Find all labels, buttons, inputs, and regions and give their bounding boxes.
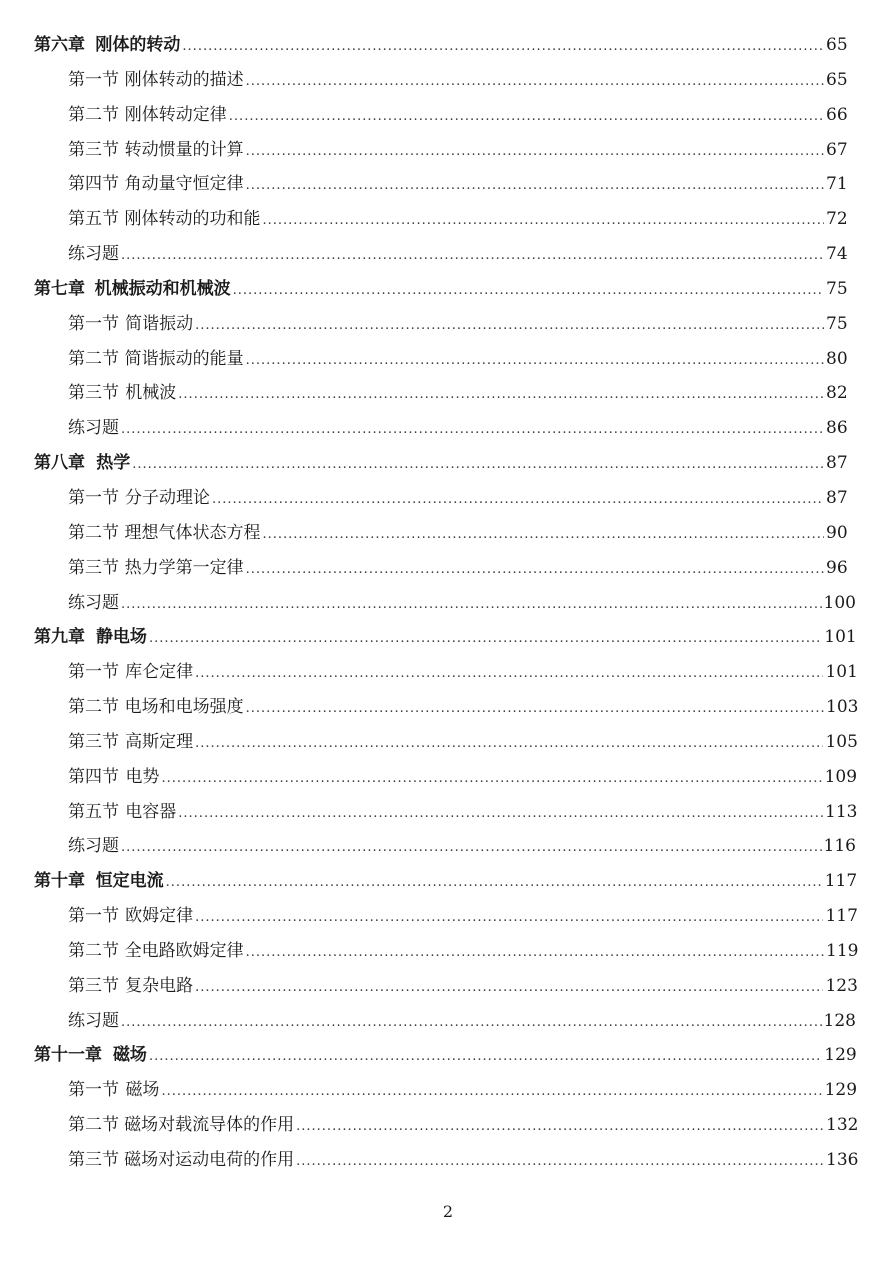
toc-section-row[interactable] xyxy=(34,133,848,168)
toc-entry-title: 高斯定理 xyxy=(125,731,194,752)
dot-leader xyxy=(195,657,823,692)
toc-entry-title: 刚体转动的功和能 xyxy=(124,209,261,230)
toc-entry-number: 第一节 xyxy=(68,1080,119,1101)
toc-entry-number: 第四节 xyxy=(68,766,119,787)
toc-entry-title: 恒定电流 xyxy=(95,871,164,892)
toc-entry-number: 第五节 xyxy=(68,209,119,230)
toc-section-row[interactable] xyxy=(34,376,848,411)
dot-leader xyxy=(229,100,824,135)
toc-page-number: 117 xyxy=(824,871,858,892)
toc-entry-number: 第十章 xyxy=(34,871,85,892)
toc-entry-title: 转动惯量的计算 xyxy=(124,139,244,160)
toc-entry-title: 热学 xyxy=(96,453,131,474)
toc-page-number: 119 xyxy=(826,940,859,961)
toc-page-number: 101 xyxy=(825,662,858,683)
toc-entry-title: 刚体转动定律 xyxy=(124,104,227,125)
toc-page-number: 90 xyxy=(826,522,848,543)
toc-page-number: 109 xyxy=(824,766,858,787)
dot-leader xyxy=(296,1145,824,1180)
toc-section-row[interactable] xyxy=(34,481,848,516)
toc-section-row[interactable] xyxy=(34,1073,858,1108)
dot-leader xyxy=(178,797,823,832)
toc-entry-title: 刚体的转动 xyxy=(95,35,181,55)
dot-leader xyxy=(121,588,822,623)
toc-entry-title: 电势 xyxy=(125,766,160,787)
dot-leader xyxy=(149,1040,822,1075)
toc-entry-title: 练习题 xyxy=(68,1010,119,1031)
toc-chapter-row[interactable] xyxy=(34,446,848,481)
toc-entry-title: 角动量守恒定律 xyxy=(124,174,244,195)
dot-leader xyxy=(161,1075,822,1110)
toc-entry-number: 第六章 xyxy=(34,35,85,55)
toc-entry-title: 分子动理论 xyxy=(124,487,210,508)
dot-leader xyxy=(195,971,823,1006)
toc-page-number: 132 xyxy=(826,1115,859,1136)
dot-leader xyxy=(212,483,824,518)
dot-leader xyxy=(149,622,822,657)
toc-entry-title: 刚体转动的描述 xyxy=(124,69,244,90)
dot-leader xyxy=(246,169,824,204)
toc-section-row[interactable] xyxy=(34,202,848,237)
dot-leader xyxy=(121,1006,822,1041)
dot-leader xyxy=(195,901,823,936)
toc-entry-title: 电容器 xyxy=(125,801,177,822)
toc-page-number: 113 xyxy=(825,801,858,822)
toc-page-number: 65 xyxy=(826,35,848,55)
toc-chapter-row[interactable] xyxy=(34,620,857,655)
dot-leader xyxy=(246,65,824,100)
page-number: 2 xyxy=(442,1202,454,1221)
toc-section-row[interactable] xyxy=(34,237,848,272)
toc-entry-number: 第七章 xyxy=(34,278,85,299)
toc-page-number: 100 xyxy=(823,592,856,613)
toc-entry-number: 第八章 xyxy=(34,453,85,474)
toc-section-row[interactable] xyxy=(34,760,858,795)
toc-section-row[interactable] xyxy=(34,63,848,98)
dot-leader xyxy=(246,936,824,971)
toc-section-row[interactable] xyxy=(34,934,859,969)
toc-chapter-row[interactable] xyxy=(34,1038,857,1073)
toc-entry-title: 磁场 xyxy=(125,1080,160,1101)
dot-leader xyxy=(246,135,824,170)
toc-section-row[interactable] xyxy=(34,98,848,133)
toc-entry-number: 第三节 xyxy=(68,383,119,404)
toc-page-number: 65 xyxy=(826,69,848,90)
dot-leader xyxy=(182,30,824,65)
toc-section-row[interactable] xyxy=(34,969,858,1004)
toc-entry-title: 机械振动和机械波 xyxy=(94,278,231,299)
toc-page-number: 129 xyxy=(824,1080,858,1101)
toc-entry-title: 练习题 xyxy=(68,244,119,265)
toc-entry-number: 第十一章 xyxy=(34,1045,102,1066)
toc-entry-title: 静电场 xyxy=(95,627,147,648)
toc-entry-title: 热力学第一定律 xyxy=(124,557,244,578)
toc-section-row[interactable] xyxy=(34,1004,856,1039)
toc-entry-title: 库仑定律 xyxy=(125,662,194,683)
toc-entry-number: 第二节 xyxy=(68,104,119,125)
dot-leader xyxy=(121,413,824,448)
toc-section-row[interactable] xyxy=(34,655,858,690)
dot-leader xyxy=(233,274,824,309)
toc-entry-number: 第一节 xyxy=(68,906,119,927)
toc-entry-title: 机械波 xyxy=(125,383,177,404)
toc-entry-number: 第五节 xyxy=(68,801,119,822)
toc-page-number: 103 xyxy=(826,697,859,718)
toc-entry-number: 第九章 xyxy=(34,627,85,648)
toc-page-number: 87 xyxy=(826,453,848,474)
toc-entry-title: 磁场 xyxy=(112,1045,147,1066)
toc-page-number: 67 xyxy=(826,139,848,160)
toc-page-number: 75 xyxy=(826,278,848,299)
toc-page-number: 101 xyxy=(824,627,857,648)
toc-page-number: 82 xyxy=(826,383,848,404)
toc-page-number: 117 xyxy=(825,906,858,927)
toc-entry-title: 复杂电路 xyxy=(125,975,194,996)
toc-entry-number: 第一节 xyxy=(68,313,119,334)
toc-entry-number: 第二节 xyxy=(68,697,119,718)
toc-page-number: 86 xyxy=(826,418,848,439)
dot-leader xyxy=(246,553,824,588)
toc-section-row[interactable] xyxy=(34,586,856,621)
toc-page-number: 105 xyxy=(825,731,858,752)
toc-entry-number: 第一节 xyxy=(68,69,119,90)
toc-page-number: 71 xyxy=(826,174,848,195)
toc-page-number: 80 xyxy=(826,348,848,369)
toc-chapter-row[interactable] xyxy=(34,272,848,307)
toc-chapter-row[interactable] xyxy=(34,864,858,899)
toc-entry-number: 第三节 xyxy=(68,139,119,160)
toc-entry-title: 练习题 xyxy=(68,418,119,439)
toc-entry-title: 简谐振动 xyxy=(125,313,194,334)
toc-entry-title: 理想气体状态方程 xyxy=(124,522,261,543)
toc-entry-title: 欧姆定律 xyxy=(125,906,194,927)
toc-entry-number: 第四节 xyxy=(68,174,119,195)
toc-section-row[interactable] xyxy=(34,690,859,725)
toc-entry-title: 全电路欧姆定律 xyxy=(124,940,244,961)
toc-section-row[interactable] xyxy=(34,899,858,934)
toc-page-number: 87 xyxy=(826,487,848,508)
toc-entry-number: 第二节 xyxy=(68,522,119,543)
dot-leader xyxy=(121,239,824,274)
toc-page-number: 72 xyxy=(826,209,848,230)
dot-leader xyxy=(195,727,823,762)
toc-section-row[interactable] xyxy=(34,1108,859,1143)
toc-entry-number: 第三节 xyxy=(68,975,119,996)
toc-section-row[interactable] xyxy=(34,167,848,202)
toc-section-row[interactable] xyxy=(34,795,858,830)
dot-leader xyxy=(195,309,824,344)
dot-leader xyxy=(246,344,824,379)
dot-leader xyxy=(262,518,824,553)
toc-entry-number: 第三节 xyxy=(68,557,119,578)
toc-entry-number: 第三节 xyxy=(68,1150,119,1170)
toc-chapter-row[interactable] xyxy=(34,28,848,63)
toc-section-row[interactable] xyxy=(34,516,848,551)
dot-leader xyxy=(296,1110,824,1145)
toc-section-row[interactable] xyxy=(34,551,848,586)
dot-leader xyxy=(132,448,824,483)
toc-entry-number: 第二节 xyxy=(68,1115,119,1136)
toc-section-row[interactable] xyxy=(34,1143,859,1178)
toc-section-row[interactable] xyxy=(34,307,848,342)
toc-section-row[interactable] xyxy=(34,725,858,760)
dot-leader xyxy=(246,692,824,727)
toc-page-number: 66 xyxy=(826,104,848,125)
toc-section-row[interactable] xyxy=(34,411,848,446)
toc-entry-title: 简谐振动的能量 xyxy=(124,348,244,369)
toc-section-row[interactable] xyxy=(34,342,848,377)
toc-entry-title: 磁场对运动电荷的作用 xyxy=(124,1150,295,1170)
toc-page-number: 116 xyxy=(823,836,856,857)
table-of-contents xyxy=(34,28,859,1178)
toc-section-row[interactable] xyxy=(34,829,856,864)
toc-entry-number: 第一节 xyxy=(68,487,119,508)
toc-page-number: 96 xyxy=(826,557,848,578)
toc-page-number: 75 xyxy=(826,313,848,334)
toc-entry-number: 第二节 xyxy=(68,348,119,369)
toc-page-number: 123 xyxy=(825,975,858,996)
toc-entry-title: 练习题 xyxy=(68,836,119,857)
toc-page-number: 74 xyxy=(826,244,848,265)
dot-leader xyxy=(166,866,823,901)
toc-page-number: 136 xyxy=(826,1150,859,1170)
toc-entry-number: 第二节 xyxy=(68,940,119,961)
toc-entry-title: 练习题 xyxy=(68,592,119,613)
toc-entry-title: 电场和电场强度 xyxy=(124,697,244,718)
toc-page-number: 128 xyxy=(823,1010,856,1031)
dot-leader xyxy=(161,762,822,797)
toc-entry-number: 第三节 xyxy=(68,731,119,752)
toc-page-number: 129 xyxy=(824,1045,857,1066)
toc-entry-title: 磁场对载流导体的作用 xyxy=(124,1115,295,1136)
dot-leader xyxy=(262,204,824,239)
toc-entry-number: 第一节 xyxy=(68,662,119,683)
dot-leader xyxy=(178,378,824,413)
dot-leader xyxy=(121,831,822,866)
